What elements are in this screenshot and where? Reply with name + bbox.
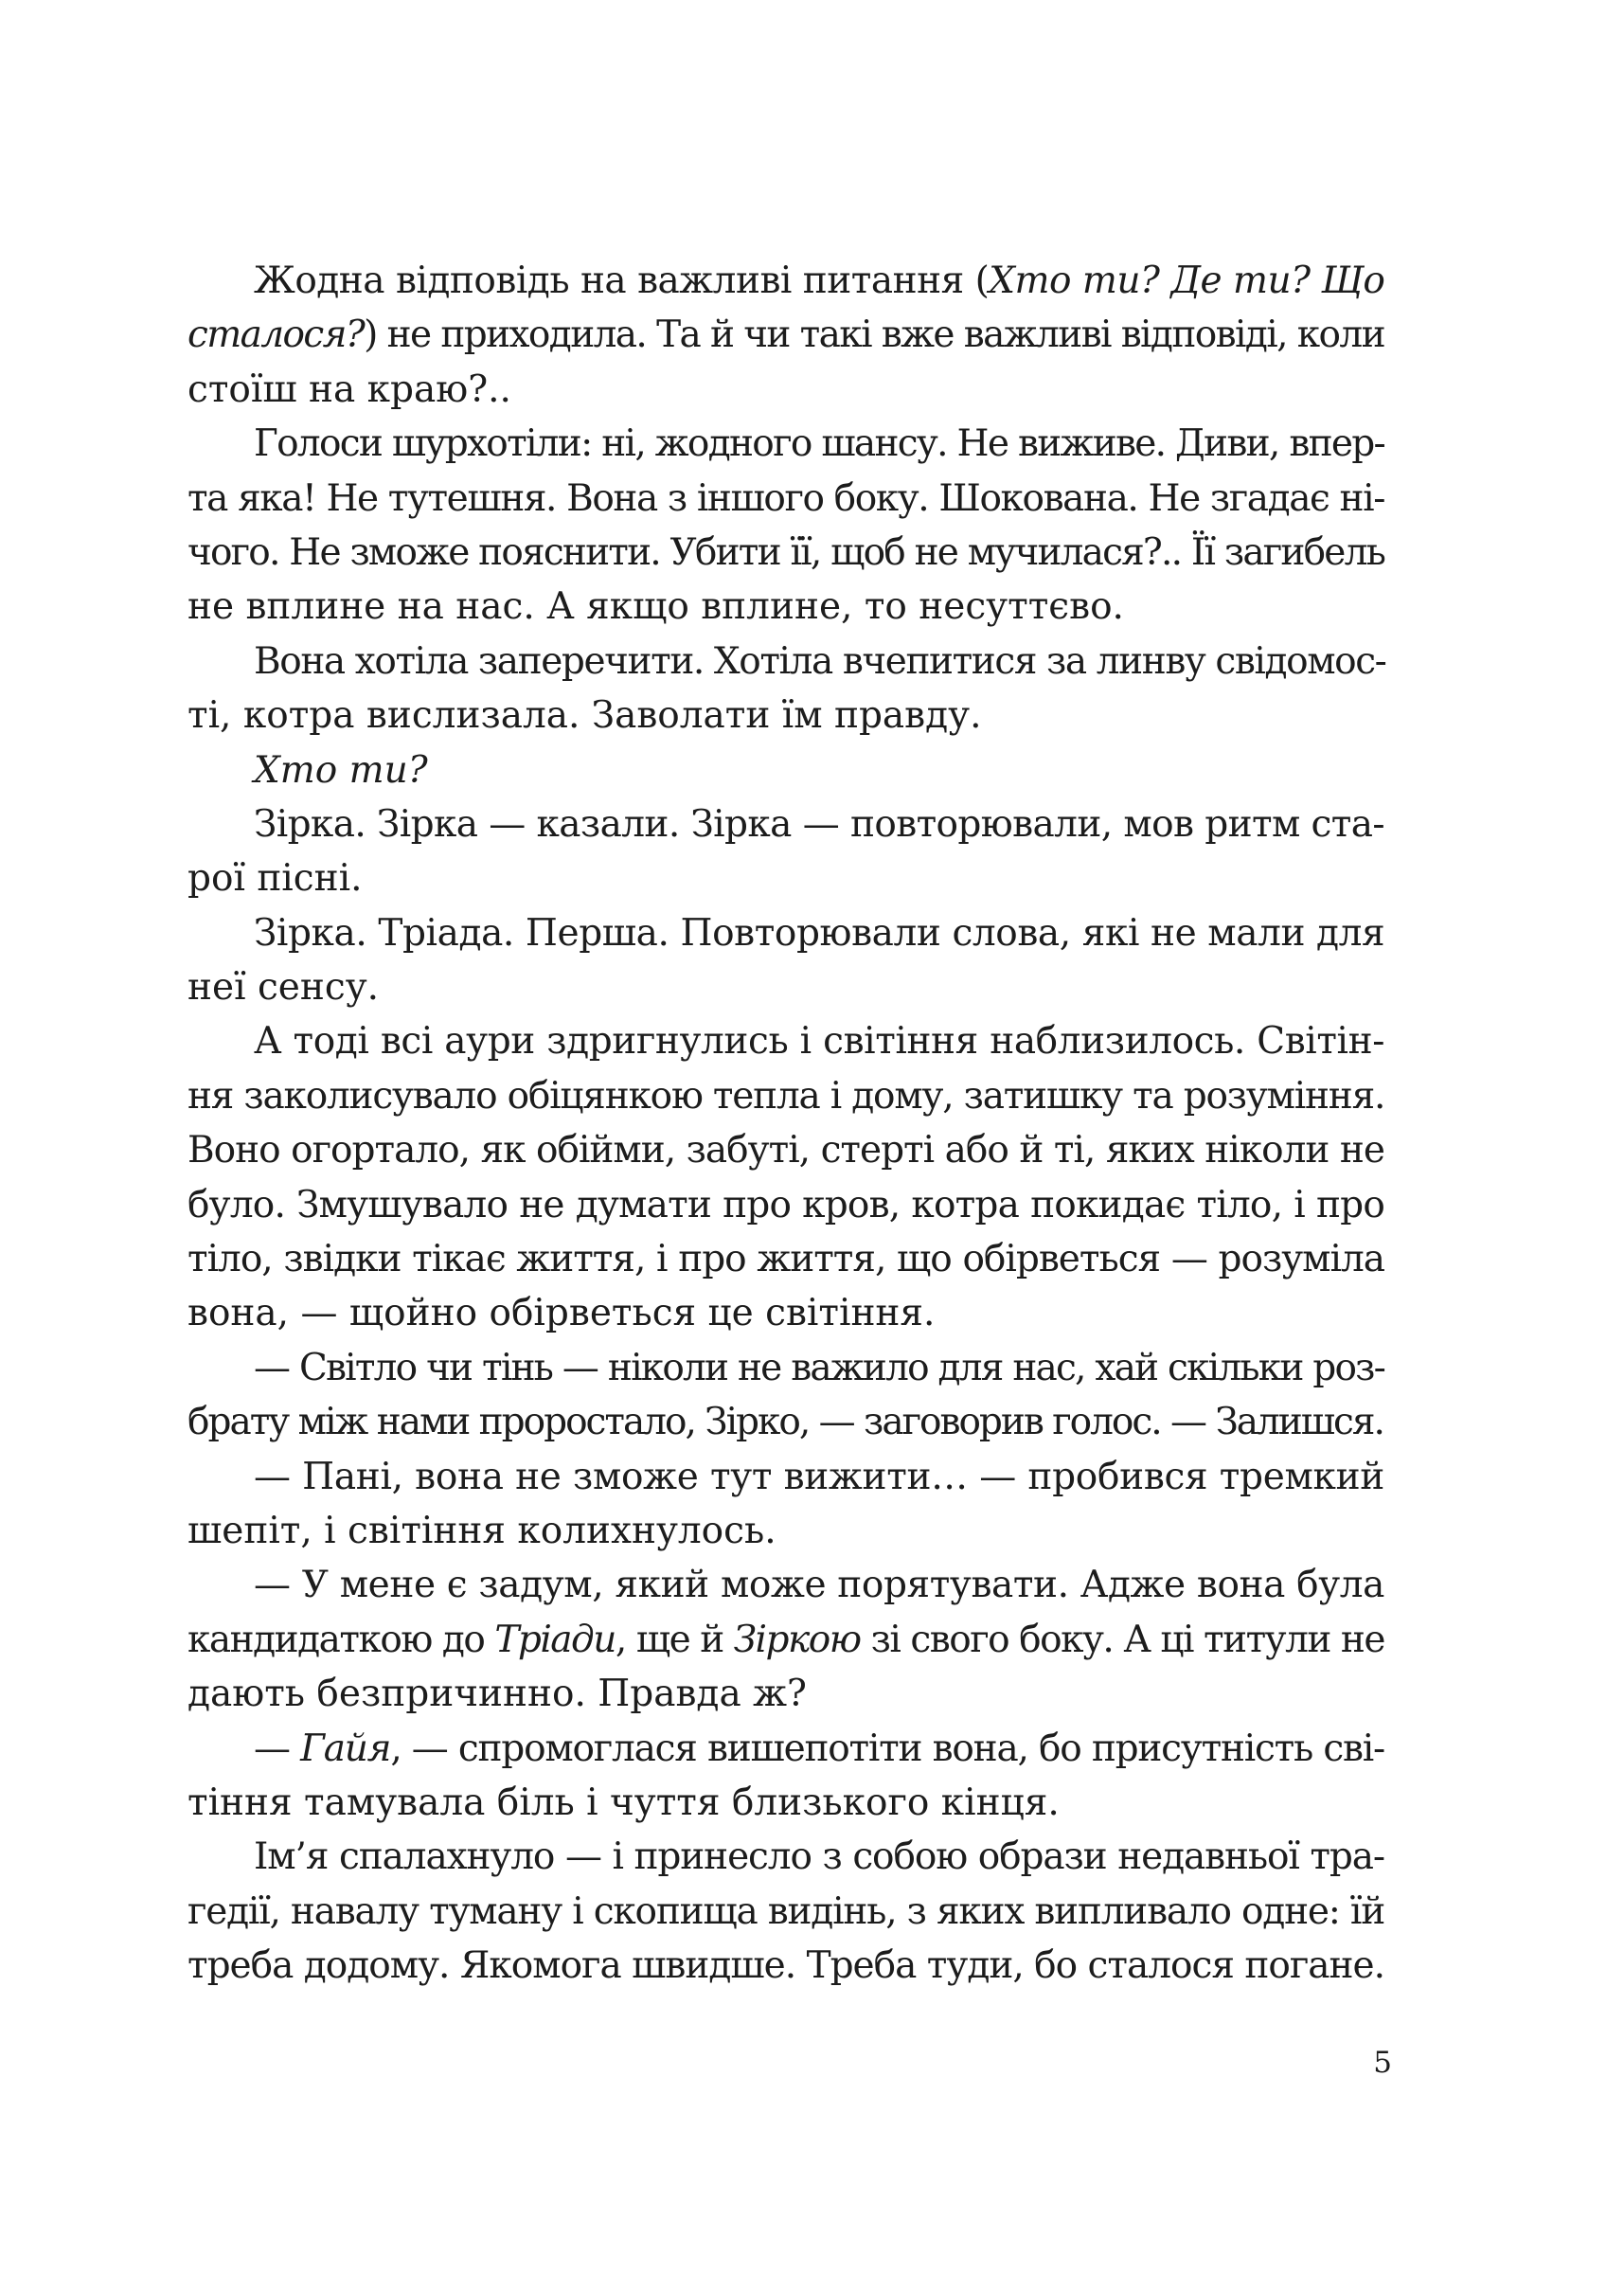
text-line: кандидаткою до Тріади, ще й Зіркою зі свого боку. А ці титули не — [187, 1618, 1384, 1661]
text-line: дають безпричинно. Правда ж? — [187, 1673, 807, 1716]
text-line: — Світло чи тінь — ніколи не важило для нас, хай скільки роз- — [254, 1346, 1384, 1389]
text-line: Ім’я спалахнуло — і принесло з собою образи недавньої тра- — [254, 1835, 1384, 1879]
text-line: Хто ти? — [254, 748, 428, 792]
text-line: Голоси шурхотіли: ні, жодного шансу. Не виживе. Диви, впер- — [254, 422, 1384, 466]
text-line: Зірка. Зірка — казали. Зірка — повторювали, мов ритм ста- — [254, 802, 1384, 846]
page-number: 5 — [1373, 2046, 1392, 2080]
text-line: сталося?) не приходила. Та й чи такі вже важливі відповіді, коли — [187, 313, 1384, 357]
text-line: стоїш на краю?.. — [187, 367, 511, 411]
text-line: Воно огортало, як обійми, забуті, стерті або й ті, яких ніколи не — [187, 1129, 1384, 1172]
text-line: — Пані, вона не зможе тут вижити… — пробився тремкий — [254, 1455, 1384, 1498]
text-line: та яка! Не тутешня. Вона з іншого боку. Шокована. Не згадає ні- — [187, 476, 1384, 520]
text-line: вона, — щойно обірветься це світіння. — [187, 1292, 936, 1335]
text-line: А тоді всі аури здригнулись і світіння наблизилось. Світін- — [254, 1020, 1384, 1064]
text-line: брату між нами проростало, Зірко, — заговорив голос. — Залишся. — [187, 1401, 1383, 1444]
text-line: чого. Не зможе пояснити. Убити її, щоб не мучилася?.. Її загибель — [187, 530, 1384, 574]
text-line: Вона хотіла заперечити. Хотіла вчепитися за линву свідомос- — [254, 639, 1386, 683]
text-line: рої пісні. — [187, 857, 363, 901]
text-line: гедії, навалу туману і скопища видінь, з яких випливало одне: їй — [187, 1889, 1384, 1933]
text-line: було. Змушувало не думати про кров, котра покидає тіло, і про — [187, 1183, 1384, 1226]
text-line: треба додому. Якомога швидше. Треба туди, бо сталося погане. — [187, 1944, 1384, 1988]
text-line: — Гайя, — спромоглася вишепотіти вона, бо присутність сві- — [254, 1727, 1384, 1770]
text-line: тіння тамувала біль і чуття близького кінця. — [187, 1781, 1060, 1824]
text-line: тіло, звідки тікає життя, і про життя, що обірветься — розуміла — [187, 1238, 1384, 1281]
text-line: не вплине на нас. А якщо вплине, то несуттєво. — [187, 585, 1124, 629]
text-line: неї сенсу. — [187, 966, 380, 1010]
text-line: Зірка. Тріада. Перша. Повторювали слова, які не мали для — [254, 911, 1385, 955]
text-line: — У мене є задум, який може порятувати. Адже вона була — [254, 1564, 1384, 1607]
body-text — [187, 254, 1384, 1994]
text-line: ті, котра вислизала. Заволати їм правду. — [187, 694, 982, 738]
text-line: Жодна відповідь на важливі питання (Хто ти? Де ти? Що — [254, 260, 1385, 302]
text-line: ня заколисувало обіцянкою тепла і дому, затишку та розуміння. — [187, 1074, 1385, 1118]
text-line: шепіт, і світіння колихнулось. — [187, 1509, 776, 1552]
